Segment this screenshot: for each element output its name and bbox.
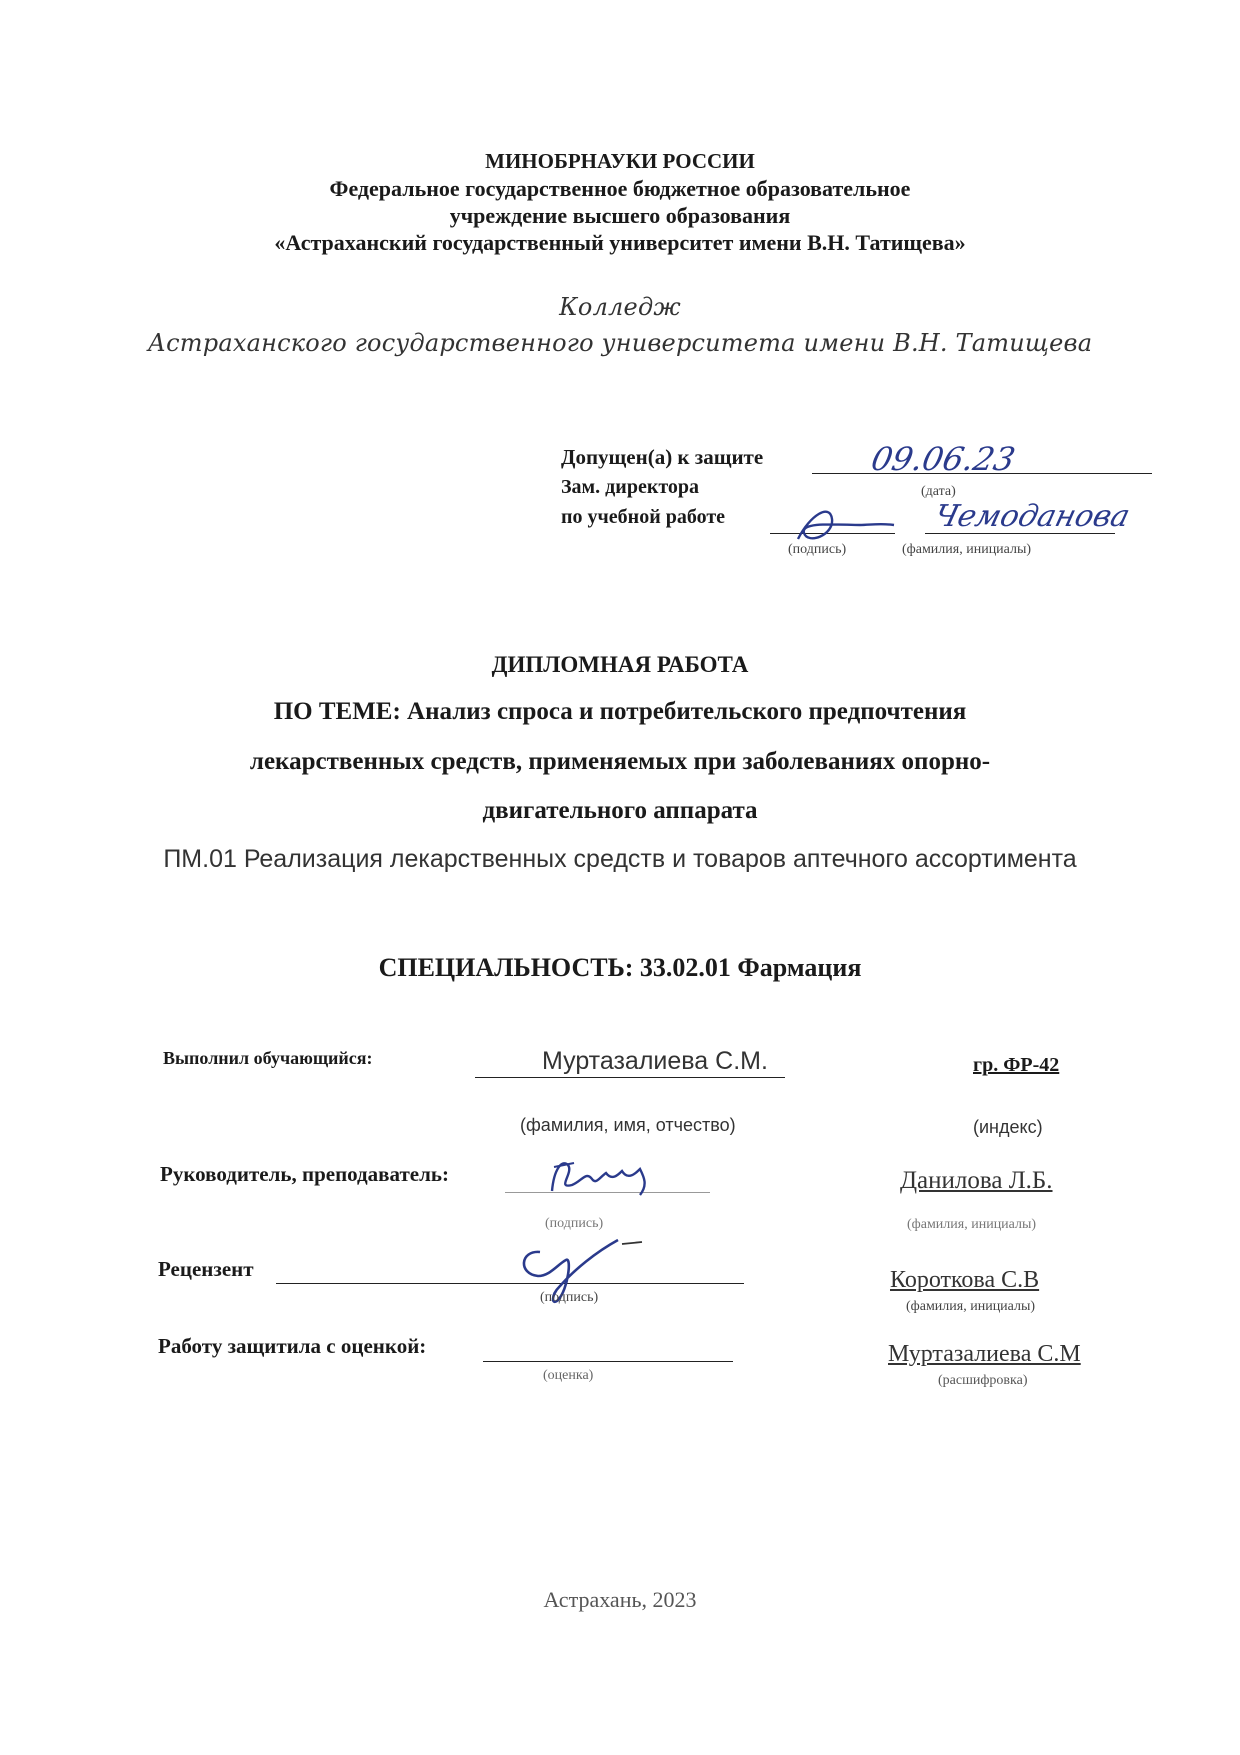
reviewer-name-caption: (фамилия, инициалы) xyxy=(906,1299,1036,1314)
grade-signer-name: Муртазалиева С.М xyxy=(888,1341,1081,1367)
institution-line-1: Федеральное государственное бюджетное образовательное xyxy=(329,176,911,201)
grade-caption: (оценка) xyxy=(543,1368,594,1383)
thesis-topic-line-2: лекарственных средств, применяемых при заболеваниях опорно- xyxy=(249,748,991,775)
student-name-line xyxy=(475,1077,785,1078)
supervisor-signature xyxy=(548,1155,668,1205)
supervisor-name: Данилова Л.Б. xyxy=(900,1167,1053,1194)
reviewer-name: Короткова С.В xyxy=(890,1267,1040,1293)
admission-name-handwritten: Чемоданова xyxy=(930,499,1134,534)
ministry-title: МИНОБРНАУКИ РОССИИ xyxy=(485,149,755,173)
student-group-caption: (индекс) xyxy=(973,1117,1043,1137)
date-caption: (дата) xyxy=(921,484,956,499)
student-group: гр. ФР-42 xyxy=(973,1054,1060,1076)
reviewer-label: Рецензент xyxy=(158,1257,254,1281)
student-name: Муртазалиева С.М. xyxy=(542,1047,768,1075)
grade-line xyxy=(483,1361,733,1362)
college-line-2: Астраханского государственного университета имени В.Н. Татищева xyxy=(147,329,1093,357)
role-line-2: по учебной работе xyxy=(561,506,726,528)
date-handwritten: 09.06.23 xyxy=(867,440,1019,478)
student-label: Выполнил обучающийся: xyxy=(163,1048,373,1068)
thesis-type: ДИПЛОМНАЯ РАБОТА xyxy=(491,652,749,677)
admission-signature-caption: (подпись) xyxy=(788,542,847,557)
admission-label: Допущен(а) к защите xyxy=(561,445,764,469)
institution-line-2: учреждение высшего образования xyxy=(449,203,791,228)
college-line-1: Колледж xyxy=(559,293,681,321)
supervisor-label: Руководитель, преподаватель: xyxy=(160,1162,449,1186)
reviewer-signature-caption: (подпись) xyxy=(540,1290,599,1305)
city-year: Астрахань, 2023 xyxy=(543,1587,697,1612)
specialty: СПЕЦИАЛЬНОСТЬ: 33.02.01 Фармация xyxy=(378,953,862,982)
supervisor-signature-caption: (подпись) xyxy=(545,1216,604,1231)
grade-label: Работу защитила с оценкой: xyxy=(158,1334,427,1358)
admission-name-caption: (фамилия, инициалы) xyxy=(902,542,1032,557)
student-name-caption: (фамилия, имя, отчество) xyxy=(520,1115,736,1135)
supervisor-name-caption: (фамилия, инициалы) xyxy=(907,1217,1037,1232)
university-name: «Астраханский государственный университет имени В.Н. Татищева» xyxy=(274,230,966,255)
thesis-topic-line-1: ПО ТЕМЕ: Анализ спроса и потребительского предпочтения xyxy=(273,698,967,725)
grade-signer-caption: (расшифровка) xyxy=(938,1373,1028,1388)
thesis-topic-line-3: двигательного аппарата xyxy=(482,797,758,824)
role-line-1: Зам. директора xyxy=(561,476,700,498)
professional-module: ПМ.01 Реализация лекарственных средств и товаров аптечного ассортимента xyxy=(163,845,1077,873)
